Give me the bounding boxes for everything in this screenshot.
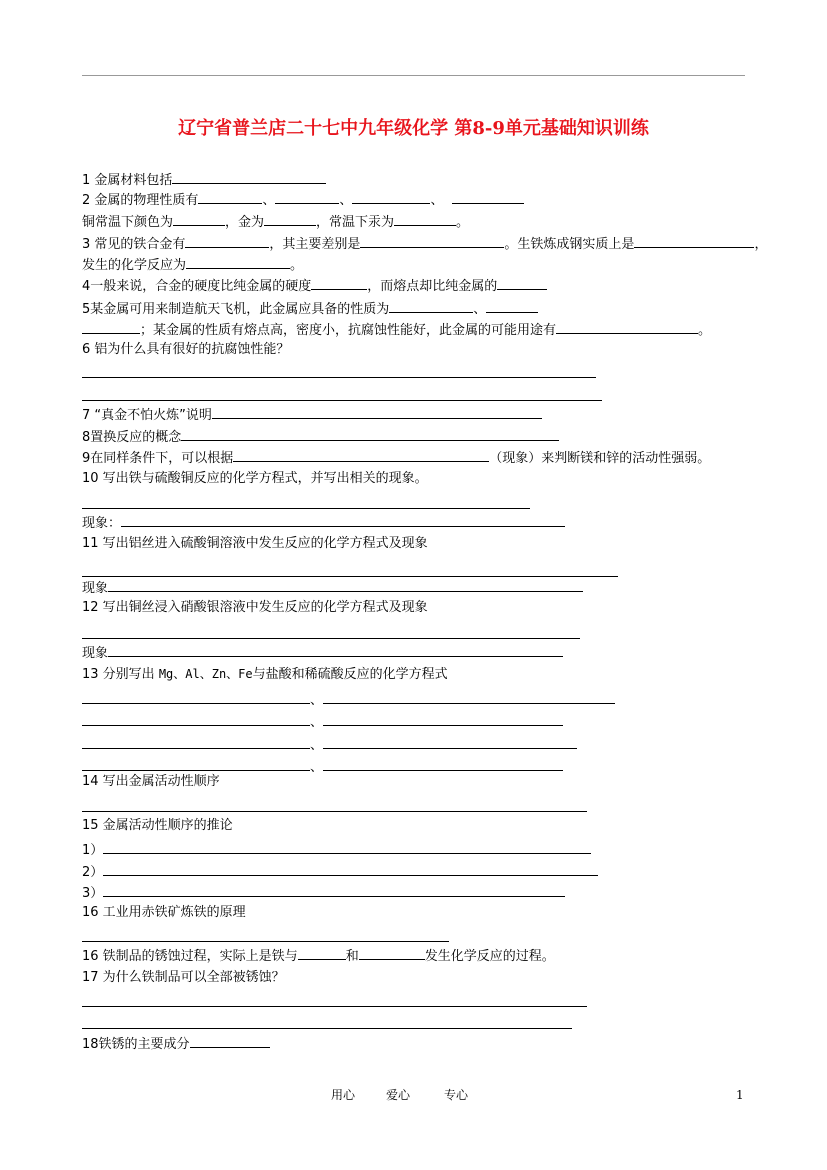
question-3: 3 常见的铁合金有 ，其主要差别是 。生铁炼成钢实质上是 ， (82, 232, 767, 254)
answer-line[interactable] (82, 1028, 572, 1029)
equation-row: 、 (82, 710, 563, 732)
question-5-cont: ；某金属的性质有熔点高，密度小，抗腐蚀性能好，此金属的可能用途有 。 (82, 318, 711, 340)
answer-blank[interactable] (298, 944, 346, 960)
question-14: 14 写出金属活动性顺序 (82, 774, 220, 789)
answer-blank[interactable] (486, 297, 538, 313)
answer-blank[interactable] (323, 688, 615, 704)
equation-row: 、 (82, 688, 615, 710)
question-11-phenomenon: 现象 (82, 576, 583, 598)
answer-blank[interactable] (103, 838, 591, 854)
page-number: 1 (736, 1088, 744, 1102)
answer-blank[interactable] (556, 318, 698, 334)
question-16a: 16 工业用赤铁矿炼铁的原理 (82, 905, 246, 920)
answer-blank[interactable] (497, 274, 547, 290)
answer-blank[interactable] (186, 253, 290, 269)
answer-blank[interactable] (172, 168, 326, 184)
answer-line[interactable] (82, 400, 602, 401)
answer-blank[interactable] (198, 188, 262, 204)
answer-blank[interactable] (108, 576, 583, 592)
answer-line[interactable] (82, 638, 580, 639)
answer-blank[interactable] (121, 511, 565, 527)
answer-blank[interactable] (212, 403, 542, 419)
answer-line[interactable] (82, 508, 530, 509)
footer-motto-2: 爱心 (386, 1088, 411, 1102)
answer-blank[interactable] (103, 860, 598, 876)
answer-line[interactable] (82, 941, 449, 942)
answer-blank[interactable] (233, 446, 489, 462)
answer-blank[interactable] (359, 944, 425, 960)
footer-motto-1: 用心 (331, 1088, 356, 1102)
question-4: 4一般来说，合金的硬度比纯金属的硬度 ，而熔点却比纯金属的 (82, 274, 547, 296)
inference-item-1: 1） (82, 838, 591, 860)
answer-blank[interactable] (323, 710, 563, 726)
question-18: 18铁锈的主要成分 (82, 1032, 270, 1054)
answer-blank[interactable] (352, 188, 430, 204)
question-13: 13 分别写出 Mg、Al、Zn、Fe与盐酸和稀硫酸反应的化学方程式 (82, 667, 448, 682)
answer-blank[interactable] (181, 425, 559, 441)
answer-blank[interactable] (634, 232, 754, 248)
answer-blank[interactable] (394, 210, 456, 226)
answer-blank[interactable] (264, 210, 316, 226)
answer-blank[interactable] (82, 733, 310, 749)
answer-blank[interactable] (103, 881, 565, 897)
header-rule (82, 75, 745, 76)
question-10: 10 写出铁与硫酸铜反应的化学方程式，并写出相关的现象。 (82, 471, 428, 486)
question-12-phenomenon: 现象 (82, 641, 563, 663)
question-6: 6 铝为什么具有很好的抗腐蚀性能？ (82, 342, 290, 357)
equation-row: 、 (82, 733, 577, 755)
question-2-cont: 铜常温下颜色为 ，金为 ，常温下汞为 。 (82, 210, 469, 232)
question-11: 11 写出铝丝进入硫酸铜溶液中发生反应的化学方程式及现象 (82, 536, 428, 551)
page-title: 辽宁省普兰店二十七中九年级化学 第8-9单元基础知识训练 (178, 118, 649, 139)
answer-line[interactable] (82, 377, 596, 378)
answer-blank[interactable] (360, 232, 504, 248)
equation-row: 、 (82, 755, 563, 777)
answer-blank[interactable] (389, 297, 473, 313)
answer-blank[interactable] (311, 274, 367, 290)
question-17: 17 为什么铁制品可以全部被锈蚀？ (82, 970, 285, 985)
question-8: 8置换反应的概念 (82, 425, 559, 447)
inference-item-2: 2） (82, 860, 598, 882)
answer-blank[interactable] (82, 710, 310, 726)
question-9: 9在同样条件下，可以根据 （现象）来判断镁和锌的活动性强弱。 (82, 446, 710, 468)
answer-blank[interactable] (190, 1032, 270, 1048)
answer-line[interactable] (82, 811, 587, 812)
answer-line[interactable] (82, 1006, 587, 1007)
question-10-phenomenon: 现象： (82, 511, 565, 533)
answer-blank[interactable] (323, 733, 577, 749)
footer-motto-3: 专心 (444, 1088, 469, 1102)
question-1: 1 金属材料包括 (82, 168, 326, 190)
question-3-cont: 发生的化学反应为 。 (82, 253, 303, 275)
answer-blank[interactable] (185, 232, 269, 248)
question-15: 15 金属活动性顺序的推论 (82, 818, 233, 833)
answer-blank[interactable] (275, 188, 339, 204)
question-16b: 16 铁制品的锈蚀过程，实际上是铁与 和 发生化学反应的过程。 (82, 944, 555, 966)
question-2: 2 金属的物理性质有 、 、 、 (82, 188, 524, 210)
question-12: 12 写出铜丝浸入硝酸银溶液中发生反应的化学方程式及现象 (82, 600, 428, 615)
answer-blank[interactable] (82, 755, 310, 771)
answer-blank[interactable] (452, 188, 524, 204)
answer-blank[interactable] (108, 641, 563, 657)
answer-blank[interactable] (173, 210, 225, 226)
answer-blank[interactable] (82, 318, 140, 334)
question-5: 5某金属可用来制造航天飞机，此金属应具备的性质为 、 (82, 297, 538, 319)
answer-blank[interactable] (82, 688, 310, 704)
inference-item-3: 3） (82, 881, 565, 903)
question-7: 7 “真金不怕火炼”说明 (82, 403, 542, 425)
answer-blank[interactable] (323, 755, 563, 771)
